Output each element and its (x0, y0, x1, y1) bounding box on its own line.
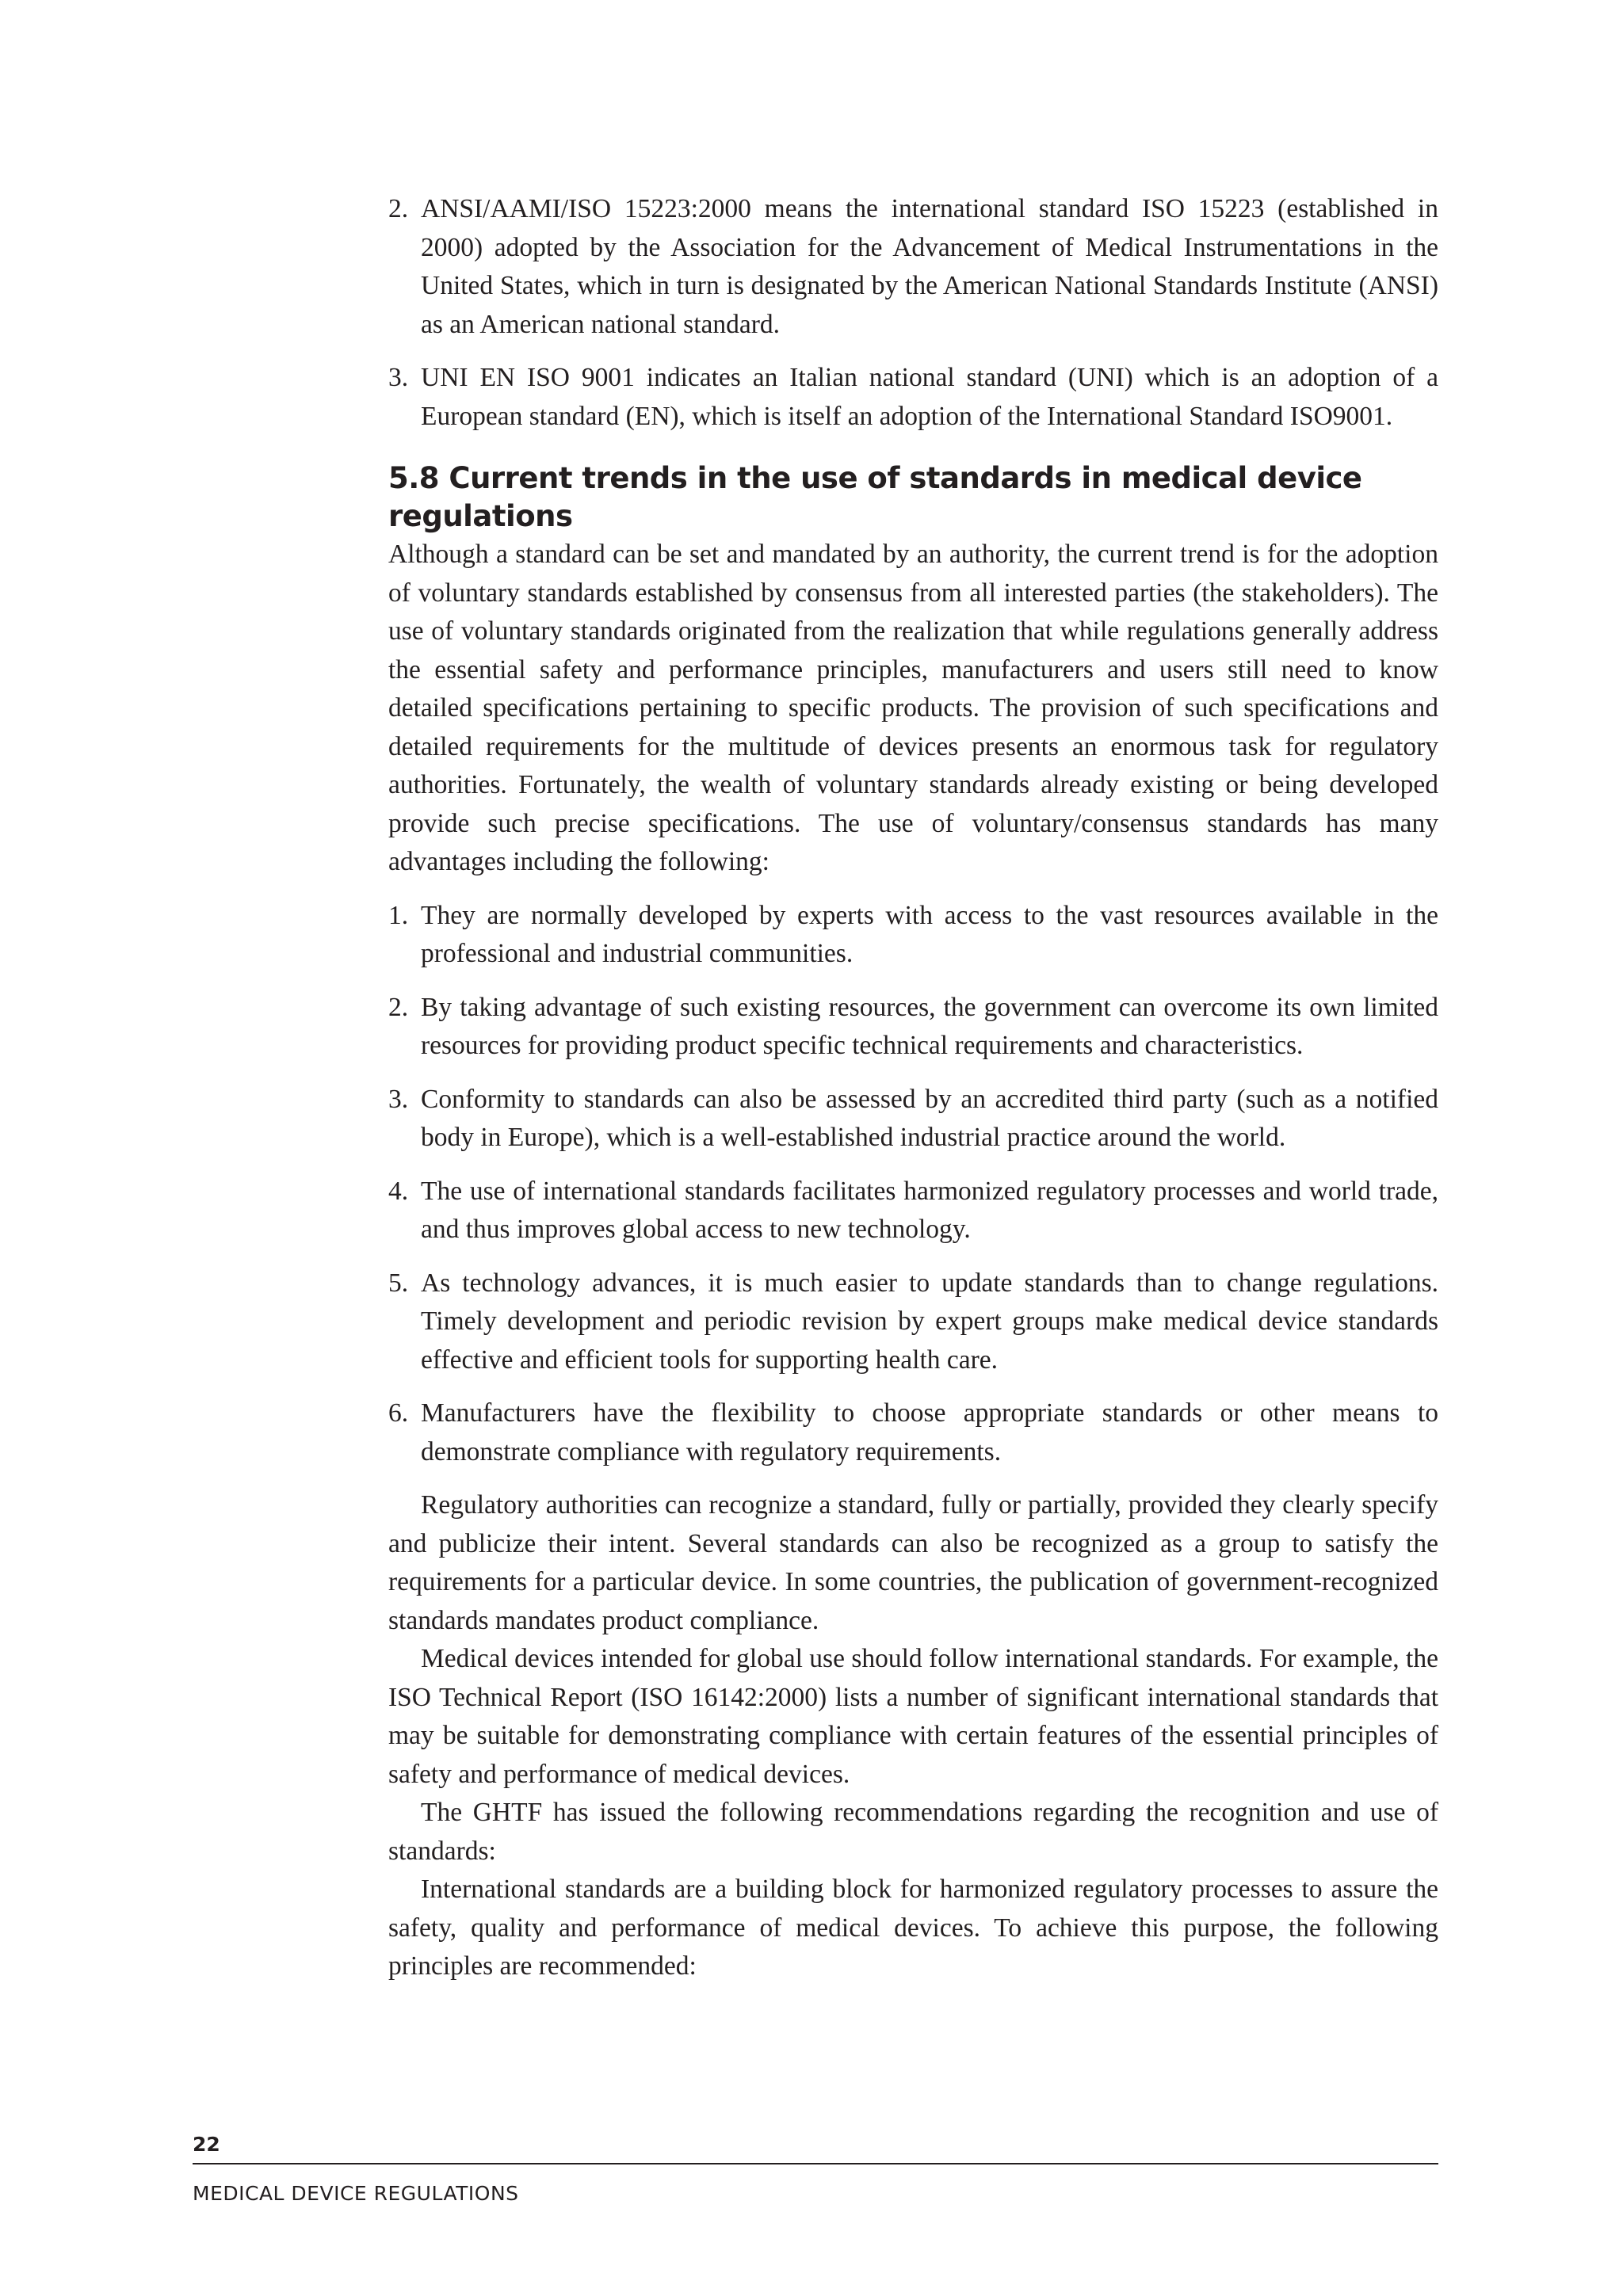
list-item-text: The use of international standards facilitates harmonized regulatory processes and world trade, and thus improves global access to new technology. (421, 1176, 1438, 1244)
list-item-number: 6. (388, 1398, 409, 1428)
list-item (388, 897, 1438, 974)
list-item-text: Manufacturers have the flexibility to choose appropriate standards or other means to demonstrate compliance with regulatory requirements. (421, 1398, 1438, 1466)
list-item-number: 4. (388, 1176, 409, 1206)
list-item-text: ANSI/AAMI/ISO 15223:2000 means the international standard ISO 15223 (established in 2000) adopted by the Association for the Advancement of Medical Instrumentations in the United States, which in turn is designated by the American National Standards Institute (ANSI) as an American national standard. (421, 194, 1438, 339)
list-item-text: By taking advantage of such existing resources, the government can overcome its own limited resources for providing product specific technical requirements and characteristics. (421, 992, 1438, 1060)
list-item-number: 3. (388, 1084, 409, 1114)
list-item (388, 989, 1438, 1066)
list-item-number: 2. (388, 194, 409, 223)
section-heading: 5.8 Current trends in the use of standards in medical device regulations (388, 461, 1362, 533)
list-item-number: 3. (388, 363, 409, 392)
body-paragraph: Regulatory authorities can recognize a standard, fully or partially, provided they clearly specify and publicize their intent. Several standards can also be recognized as a group to satisfy the requirements for a particular device. In some countries, the publication of government-recognized standards mandates product compliance. (388, 1490, 1438, 1635)
body-paragraph: International standards are a building block for harmonized regulatory processes to assure the safety, quality and performance of medical devices. To achieve this purpose, the following principles are recommended: (388, 1875, 1438, 1981)
body-paragraph: The GHTF has issued the following recommendations regarding the recognition and use of standards: (388, 1798, 1438, 1866)
list-item-number: 2. (388, 992, 409, 1022)
list-item (388, 359, 1438, 436)
advantages-list (388, 897, 1438, 1472)
running-title: MEDICAL DEVICE REGULATIONS (193, 2182, 519, 2205)
body-paragraph: Medical devices intended for global use should follow international standards. For example, the ISO Technical Report (ISO 16142:2000) lists a number of significant international standards that may be suitable for demonstrating compliance with certain features of the essential principles of safety and performance of medical devices. (388, 1644, 1438, 1789)
list-item (388, 1394, 1438, 1471)
list-item-number: 1. (388, 900, 409, 930)
list-item-text: UNI EN ISO 9001 indicates an Italian national standard (UNI) which is an adoption of a European standard (EN), which is itself an adoption of the International Standard ISO9001. (421, 363, 1438, 431)
list-item-text: As technology advances, it is much easier to update standards than to change regulations. Timely development and periodic revision by expert groups make medical device standards effective and efficient tools for supporting health care. (421, 1268, 1438, 1375)
footer-divider (193, 2163, 1438, 2164)
list-item (388, 1264, 1438, 1380)
list-item (388, 1173, 1438, 1249)
list-item (388, 1081, 1438, 1158)
top-numbered-list (388, 190, 1438, 436)
section-intro-paragraph: Although a standard can be set and mandated by an authority, the current trend is for the adoption of voluntary standards established by consensus from all interested parties (the stakeholders). The use of voluntary standards originated from the realization that while regulations generally address the essential safety and performance principles, manufacturers and users still need to know detailed specifications pertaining to specific products. The provision of such specifications and detailed requirements for the multitude of devices presents an enormous task for regulatory authorities. Fortunately, the wealth of voluntary standards already existing or being developed provide such precise specifications. The use of voluntary/consensus standards has many advantages including the following: (388, 540, 1438, 876)
page-content (388, 190, 1438, 1986)
list-item-text: They are normally developed by experts with access to the vast resources available in the professional and industrial communities. (421, 900, 1438, 968)
list-item (388, 190, 1438, 344)
list-item-text: Conformity to standards can also be assessed by an accredited third party (such as a notified body in Europe), which is a well-established industrial practice around the world. (421, 1084, 1438, 1152)
list-item-number: 5. (388, 1268, 409, 1298)
page-number: 22 (193, 2133, 220, 2156)
